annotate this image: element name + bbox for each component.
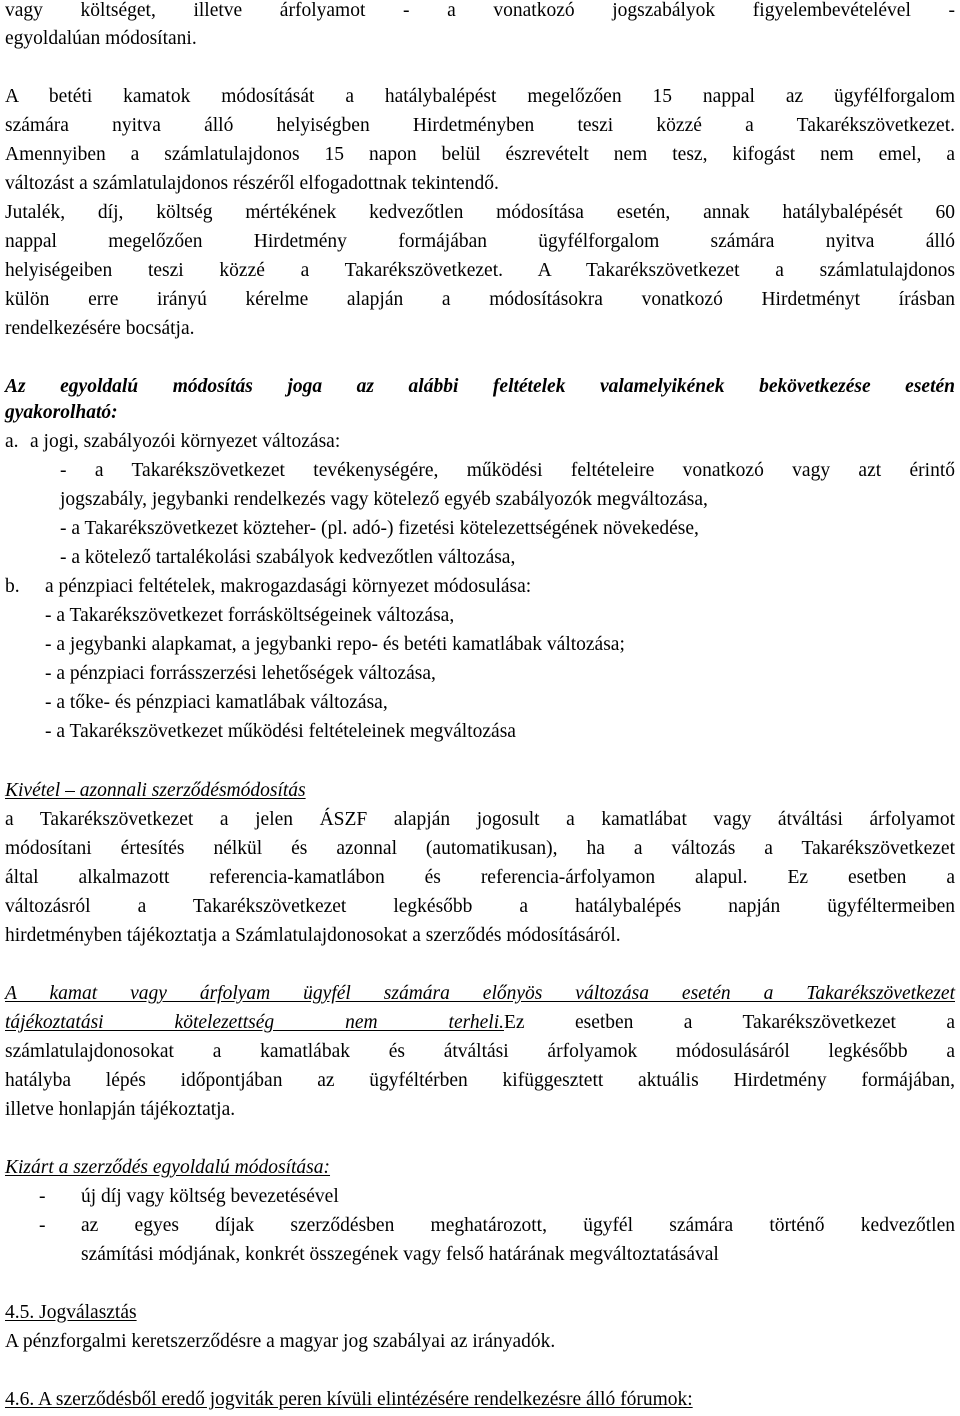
dash-marker: - [39, 1215, 46, 1236]
text-line: által alkalmazott referencia-kamatlábon és referencia-árfolyamon alapul. Ez esetben a [5, 867, 955, 888]
list-item-a [5, 431, 955, 455]
list-subitem: - a Takarékszövetkezet közteher- (pl. adó-) fizetési kötelezettségének növekedése, [60, 518, 699, 539]
list-subitem: - a Takarékszövetkezet forrásköltségeinek változása, [45, 605, 455, 626]
excluded-item [5, 1215, 955, 1239]
excluded-item-text: az egyes díjak szerződésben meghatározott, ügyfél számára történő kedvezőtlen [81, 1215, 955, 1236]
text-line: Amennyiben a számlatulajdonos 15 napon belül észrevételt nem tesz, kifogást nem emel, a [5, 144, 955, 165]
exception-heading: Kivétel – azonnali szerződésmódosítás [5, 780, 306, 801]
excluded-item-text: új díj vagy költség bevezetésével [81, 1186, 339, 1207]
text-line: külön erre irányú kérelme alapján a módosításokra vonatkozó Hirdetményt írásban [5, 289, 955, 310]
text-line: változást a számlatulajdonos részéről elfogadottnak tekintendő. [5, 173, 499, 194]
list-marker: a. [5, 431, 19, 452]
section-heading-4-6: 4.6. A szerződésből eredő jogviták peren kívüli elintézésére rendelkezésre álló fórumok: [5, 1389, 693, 1410]
list-item-title: a pénzpiaci feltételek, makrogazdasági környezet módosulása: [45, 576, 532, 597]
text-line: a Takarékszövetkezet a jelen ÁSZF alapján jogosult a kamatlábat vagy átváltási árfolyamot [5, 809, 955, 830]
text-line: illetve honlapján tájékoztatja. [5, 1099, 236, 1120]
list-subitem: - a jegybanki alapkamat, a jegybanki repo- és betéti kamatlábak változása; [45, 634, 625, 655]
text-line: A pénzforgalmi keretszerződésre a magyar jog szabályai az irányadók. [5, 1331, 556, 1352]
list-subitem: - a pénzpiaci forrásszerzési lehetőségek változása, [45, 663, 436, 684]
text-line: helyiségeiben teszi közzé a Takarékszövetkezet. A Takarékszövetkezet a számlatulajdonos [5, 260, 955, 281]
dash-marker: - [39, 1186, 46, 1207]
list-subitem: - a Takarékszövetkezet működési feltételeinek megváltozása [45, 721, 516, 742]
conditions-heading-cont: gyakorolható: [5, 402, 118, 423]
conditions-heading: Az egyoldalú módosítás joga az alábbi feltételek valamelyikének bekövetkezése esetén [5, 376, 955, 397]
list-subitem: jogszabály, jegybanki rendelkezés vagy kötelező egyéb szabályozók megváltozása, [60, 489, 708, 510]
favorable-line [5, 1012, 955, 1036]
text-line: hatályba lépés időpontjában az ügyféltérben kifüggesztett aktuális Hirdetmény formájában, [5, 1070, 955, 1091]
text-line: hirdetményben tájékoztatja a Számlatulajdonosokat a szerződés módosításáról. [5, 925, 621, 946]
text-line: Jutalék, díj, költség mértékének kedvezőtlen módosítása esetén, annak hatálybalépését 60 [5, 202, 955, 223]
text-line: nappal megelőzően Hirdetmény formájában ügyfélforgalom számára nyitva álló [5, 231, 955, 252]
text-line: vagy költséget, illetve árfolyamot - a vonatkozó jogszabályok figyelembevételével - [5, 0, 955, 21]
excluded-heading: Kizárt a szerződés egyoldalú módosítása: [5, 1157, 331, 1178]
section-heading-4-5: 4.5. Jogválasztás [5, 1302, 137, 1323]
list-subitem: - a tőke- és pénzpiaci kamatlábak változása, [45, 692, 388, 713]
text-line: számára nyitva álló helyiségben Hirdetményben teszi közzé a Takarékszövetkezet. [5, 115, 955, 136]
list-subitem: - a Takarékszövetkezet tevékenységére, működési feltételeire vonatkozó vagy azt érintő [60, 460, 955, 481]
excluded-item [5, 1186, 955, 1210]
text-line: rendelkezésére bocsátja. [5, 318, 195, 339]
favorable-heading: A kamat vagy árfolyam ügyfél számára előnyös változása esetén a Takarékszövetkezet [5, 983, 955, 1004]
favorable-rest: Ez esetben a Takarékszövetkezet a [504, 1012, 955, 1033]
list-item-b [5, 576, 955, 600]
text-line: A betéti kamatok módosítását a hatálybalépést megelőzően 15 nappal az ügyfélforgalom [5, 86, 955, 107]
text-line: változásról a Takarékszövetkezet legkésőbb a hatálybalépés napján ügyféltermeiben [5, 896, 955, 917]
list-item-title: a jogi, szabályozói környezet változása: [30, 431, 341, 452]
favorable-heading-cont: tájékoztatási kötelezettség nem terheli. [5, 1012, 504, 1033]
list-marker: b. [5, 576, 20, 597]
text-line: számlatulajdonosokat a kamatlábak és átváltási árfolyamok módosulásáról legkésőbb a [5, 1041, 955, 1062]
excluded-item-cont: számítási módjának, konkrét összegének vagy felső határának megváltoztatásával [81, 1244, 719, 1265]
list-subitem: - a kötelező tartalékolási szabályok kedvezőtlen változása, [60, 547, 516, 568]
text-line: módosítani értesítés nélkül és azonnal (automatikusan), ha a változás a Takarékszövetkezet [5, 838, 955, 859]
text-line: egyoldalúan módosítani. [5, 28, 197, 49]
